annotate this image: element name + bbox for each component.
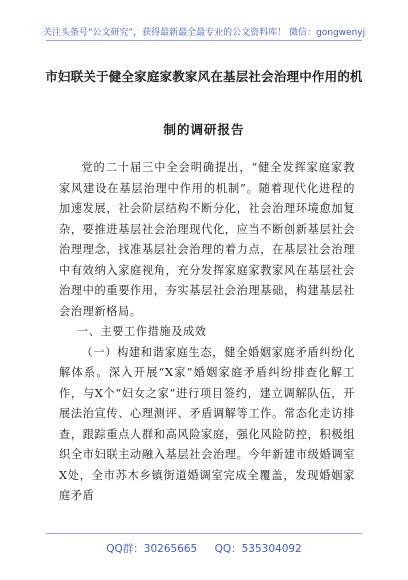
page-header [0,0,408,52]
footer-divider [46,533,362,534]
section-paragraph: （一）构建和谐家庭生态，健全婚姻家庭矛盾纠纷化解体系。深入开展“X家”婚姻家庭矛盾纠纷排查化解工作，与X个“妇女之家”进行项目签约，建立调解队伍，开展法治宣传、心理测评、矛盾调解等工作。常态化走访排查，跟踪重点人群和高风险家庭，强化风险防控，积极组织全市妇联主动融入基层社会治理。今年新建市级婚调室X处，全市苏木乡镇街道婚调室完成全覆盖，发现婚姻家庭矛盾 [59,345,355,502]
document-title-line-1: 市妇联关于健全家庭家教家风在基层社会治理中作用的机 [45,69,363,84]
header-divider [46,40,362,41]
footer-contact: QQ群：30265665 QQ：535304092 [106,543,302,555]
intro-paragraph: 党的二十届三中全会明确提出，“健全发挥家庭家教家风建设在基层治理中作用的机制”。随着现代化进程的加速发展，社会阶层结构不断分化，社会治理环境愈加复杂，要推进基层社会治理现代化，应当不断创新基层社会治理理念，找准基层社会治理的着力点，在基层社会治理中有效纳入家庭视角，充分发挥家庭家教家风在基层社会治理中的重要作用，夯实基层社会治理基础，构建基层社会治理新格局。 [59,161,355,318]
header-banner: 关注头条号“公文研究”，获得最新最全最专业的公文资料库！ 微信：gongwenyj [42,28,366,38]
document-title-line-2: 制的调研报告 [163,122,245,137]
section-heading: 一、主要工作措施及成效 [76,325,207,338]
document-body [59,158,355,507]
